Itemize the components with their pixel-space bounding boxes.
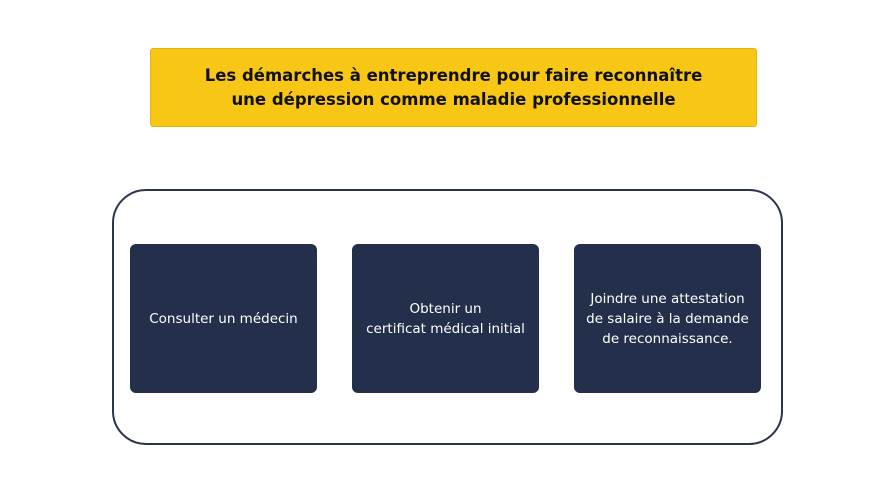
step-card-medical-certificate	[352, 244, 539, 393]
step-card-consult-doctor	[130, 244, 317, 393]
step-label: Obtenir un certificat médical initial	[366, 300, 525, 337]
title-banner	[150, 48, 757, 127]
step-label: Consulter un médecin	[149, 310, 298, 327]
step-label: Joindre une attestation de salaire à la demande de reconnaissance.	[586, 290, 749, 347]
diagram-title: Les démarches à entreprendre pour faire reconnaître une dépression comme maladie professionnelle	[204, 65, 703, 109]
step-card-salary-attestation	[574, 244, 761, 393]
